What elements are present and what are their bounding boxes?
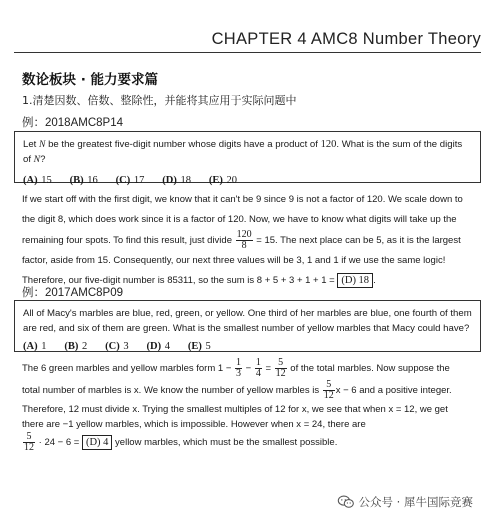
choice-e: (E) 5 <box>187 341 211 352</box>
problem-box-2: All of Macy's marbles are blue, red, green, or yellow. One third of her marbles are blue, one fourth of them are red, and six of them are green. What is the smallest number of yellow marbles that Macy could have? (A) 1 (B) 2 (C) 3 (D) 4 (E) 5 <box>14 300 481 352</box>
problem-box-1 <box>14 131 481 186</box>
choice-c: (C) 17 <box>115 175 145 186</box>
fraction: $\frac{120}{8}$ <box>236 229 252 251</box>
choice-b: (B) 16 <box>69 175 98 186</box>
boxed-answer-2: (D) 4 <box>82 435 112 450</box>
example-label-1: 例：2018AMC8P14 <box>22 117 123 129</box>
watermark <box>337 494 473 510</box>
boxed-answer-1: (D) 18 <box>337 273 373 288</box>
wechat-icon <box>337 495 355 509</box>
choice-e: (E) 20 <box>208 175 238 186</box>
choice-a: (A) 15 <box>23 175 52 186</box>
choice-d: (D) 18 <box>162 175 191 186</box>
problem-text-1: Let N be the greatest five-digit number whose digits have a product of 120. What is the sum of the digits of N? <box>23 139 463 165</box>
choice-a: (A) 1 <box>23 341 47 352</box>
chapter-title: CHAPTER 4 AMC8 Number Theory <box>211 30 481 48</box>
answer-choices-1 <box>23 173 472 188</box>
section-title: 数论板块 · 能力要求篇 <box>22 72 159 88</box>
choice-b: (B) 2 <box>64 341 88 352</box>
choice-c: (C) 3 <box>105 341 129 352</box>
example-label-2: 例：2017AMC8P09 <box>22 287 123 299</box>
section-subtitle: 1.清楚因数、倍数、整除性，并能将其应用于实际问题中 <box>22 94 297 107</box>
watermark-text: 公众号 · 犀牛国际竞赛 <box>358 495 473 509</box>
chapter-header <box>14 28 481 53</box>
solution-2: The 6 green marbles and yellow marbles form 1 − $\frac{1}{3}$ − $\frac{1}{4}$ = $\frac{5}{12}$ of the total marbles. Now suppose the total number of marbles is x. We know the number of yellow marbles is $\frac{5}{12}$ x − 6 and a positive integer. Therefore, 12 must divide x. Trying the smallest multiples of 12 for x, we see that when x = 12, we get there are −1 yellow marbles, which is impossible. However when x = 24, there are $\frac{5}{12}$ · 24 − 6 = (D) 4 yellow marbles, which must be the smallest possible. <box>22 357 452 454</box>
solution-1: If we start off with the first digit, we know that it can't be 9 since 9 is not a factor of 120. We scale down to the digit 8, which does work since it is a factor of 120. Now, we have to know what digits will take up the remaining four spots. To find this result, just divide $\frac{120}{8}$ = 15. The next place can be 5, as it is the largest factor, aside from 15. Consequently, our next three values will be 3, 1 and 1 if we use the same logic! Therefore, our five-digit number is 85311, so the sum is 8 + 5 + 3 + 1 + 1 = (D) 18 . <box>22 194 463 287</box>
choice-d: (D) 4 <box>146 341 170 352</box>
answer-choices-2 <box>23 339 472 354</box>
